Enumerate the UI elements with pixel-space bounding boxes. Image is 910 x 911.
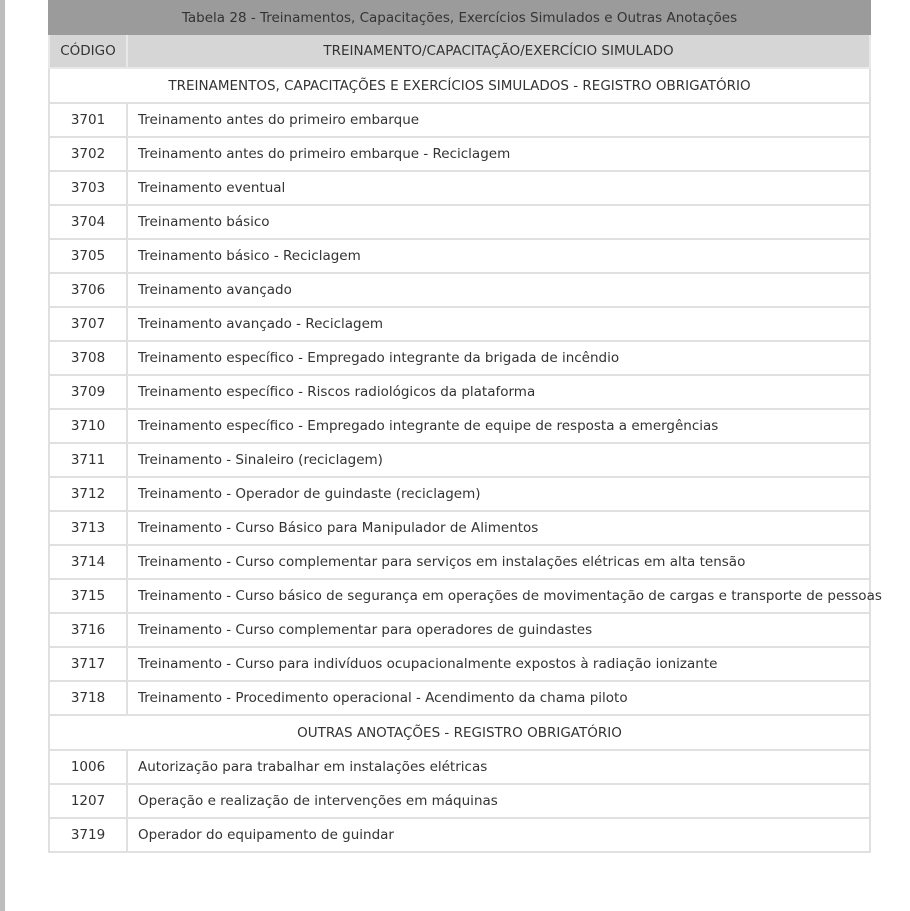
row-code: 1207 [49,784,127,818]
row-description: Treinamento - Curso Básico para Manipulador de Alimentos [127,511,870,545]
row-description: Treinamento - Curso básico de segurança em operações de movimentação de cargas e transporte de pessoas [127,579,870,613]
row-code: 3711 [49,443,127,477]
table-row [49,273,870,307]
table-row [49,103,870,137]
training-table [48,0,882,853]
row-description: Treinamento antes do primeiro embarque [127,103,870,137]
row-description: Treinamento avançado [127,273,870,307]
row-description: Treinamento básico - Reciclagem [127,239,870,273]
section-heading-row [49,68,870,103]
table-row [49,341,870,375]
row-code: 3718 [49,681,127,715]
table-row [49,477,870,511]
table-row [49,171,870,205]
row-code: 3705 [49,239,127,273]
row-code: 3714 [49,545,127,579]
row-code: 3702 [49,137,127,171]
section-heading: OUTRAS ANOTAÇÕES - REGISTRO OBRIGATÓRIO [49,715,870,750]
table-header-row [49,34,870,68]
row-description: Treinamento específico - Riscos radiológicos da plataforma [127,375,870,409]
table-container [48,0,882,853]
row-code: 3707 [49,307,127,341]
row-description: Treinamento - Procedimento operacional - Acendimento da chama piloto [127,681,870,715]
row-code: 3715 [49,579,127,613]
row-description: Treinamento avançado - Reciclagem [127,307,870,341]
table-row [49,784,870,818]
table-row [49,818,870,852]
table-row [49,647,870,681]
table-row [49,750,870,784]
table-row [49,613,870,647]
table-row [49,579,870,613]
row-code: 3710 [49,409,127,443]
section-heading: TREINAMENTOS, CAPACITAÇÕES E EXERCÍCIOS SIMULADOS - REGISTRO OBRIGATÓRIO [49,68,870,103]
row-code: 3704 [49,205,127,239]
table-row [49,681,870,715]
table-row [49,443,870,477]
row-code: 3708 [49,341,127,375]
row-description: Treinamento - Curso para indivíduos ocupacionalmente expostos à radiação ionizante [127,647,870,681]
row-code: 3719 [49,818,127,852]
column-header-code: CÓDIGO [49,34,127,68]
row-code: 3716 [49,613,127,647]
table-row [49,409,870,443]
table-row [49,545,870,579]
row-code: 3709 [49,375,127,409]
row-code: 3713 [49,511,127,545]
row-code: 3712 [49,477,127,511]
table-row [49,205,870,239]
column-header-description: TREINAMENTO/CAPACITAÇÃO/EXERCÍCIO SIMULADO [127,34,870,68]
table-title: Tabela 28 - Treinamentos, Capacitações, Exercícios Simulados e Outras Anotações [49,1,870,34]
table-row [49,239,870,273]
row-description: Treinamento específico - Empregado integrante da brigada de incêndio [127,341,870,375]
row-code: 3701 [49,103,127,137]
row-description: Treinamento específico - Empregado integrante de equipe de resposta a emergências [127,409,870,443]
row-code: 3703 [49,171,127,205]
row-description: Treinamento - Sinaleiro (reciclagem) [127,443,870,477]
table-title-row [49,1,870,34]
page-left-rule [0,0,5,911]
row-description: Operador do equipamento de guindar [127,818,870,852]
table-row [49,307,870,341]
row-description: Treinamento - Curso complementar para operadores de guindastes [127,613,870,647]
row-description: Treinamento eventual [127,171,870,205]
row-code: 3717 [49,647,127,681]
row-description: Treinamento antes do primeiro embarque - Reciclagem [127,137,870,171]
row-code: 3706 [49,273,127,307]
table-row [49,137,870,171]
row-description: Operação e realização de intervenções em máquinas [127,784,870,818]
section-heading-row [49,715,870,750]
row-code: 1006 [49,750,127,784]
row-description: Autorização para trabalhar em instalações elétricas [127,750,870,784]
row-description: Treinamento básico [127,205,870,239]
row-description: Treinamento - Operador de guindaste (reciclagem) [127,477,870,511]
table-row [49,511,870,545]
table-row [49,375,870,409]
row-description: Treinamento - Curso complementar para serviços em instalações elétricas em alta tensão [127,545,870,579]
